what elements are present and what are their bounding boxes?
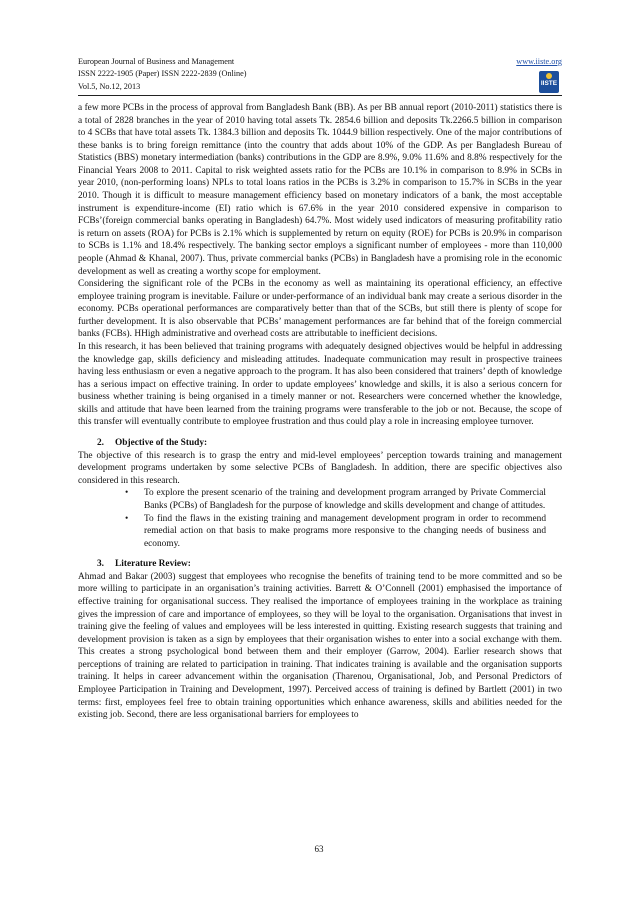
journal-website-link[interactable]: www.iiste.org: [516, 57, 562, 66]
section-heading-literature: [78, 558, 562, 571]
list-item-text: To explore the present scenario of the training and development program arranged by Private Commercial Banks (PCBs) of Bangladesh for the purpose of knowledge and skills development and change of attitudes.: [144, 488, 546, 511]
list-item: [78, 513, 562, 551]
paragraph-objective-intro: The objective of this research is to grasp the entry and mid-level employees’ perception towards training and management development programs undertaken by some selective PCBs of Bangladesh. In addition, there are specific objectives also considered in this research.: [78, 450, 562, 486]
page-header: [78, 56, 562, 93]
article-body: [78, 102, 562, 722]
paragraph-literature-review: Ahmad and Bakar (2003) suggest that employees who recognise the benefits of training tend to be more committed and so be more willing to participate in an organisation’s training activities. Barrett & O’Connell (2001) emphasised the importance of effective training for organisational success. They realised the importance of employees training in the workplace as training gives the impression of care and importance of employees, so they will be loyal to the organisation. Organisations that invest in training give the feeling of values and employees will be less interested in quitting. Existing research suggests that training and development provision is taken as a sign by employees that their organisation wishes to enter into a social exchange with them. This creates a strong psychological bond between them and their employer (Garrow, 2004). Earlier research shows that perceptions of training are related to participation in training. That indicates training is available and the organisation supports training. It helps in career advancement within the organisation (Tharenou, Organisational, Job, and Personal Predictors of Employee Participation in Training and Development, 1997). Perceived access of training is defined by Bartlett (2001) in two terms: first, employees feel free to obtain training opportunities which enhance awareness, skills and abilities needed for the existing job. Second, there are less organisational barriers for employees to: [78, 571, 562, 721]
header-divider: [78, 95, 562, 96]
list-item: [78, 487, 562, 512]
iiste-logo-icon: IISTE: [539, 71, 559, 93]
page-number: 63: [314, 844, 324, 854]
section-heading-objective: [78, 437, 562, 450]
section-number: 3.: [97, 559, 105, 570]
paragraph-banking-statistics: a few more PCBs in the process of approval from Bangladesh Bank (BB). As per BB annual report (2010-2011) statistics there is a total of 2828 branches in the year of 2010 having total assets Tk. 2854.6 billion and deposits Tk.2266.5 billion in comparison to 4 SCBs that have total assets Tk. 1384.3 billion and deposits Tk. 1044.9 billion respectively. One of the major contributions of these banks is to bring foreign remittance (into the country that adds about 10% of the GDP. As per Bangladesh Bureau of Statistics (BBS) monetary intermediation (banks) contributions in the GDP are 8.9%, 9.0% 11.6% and 8.8% respectively for the Financial Years 2008 to 2011. Capital to risk weighted assets ratio for the PCBs are 10.1% in comparison to 8.9% in SCBs in year 2010, (non-performing loans) NPLs to total loans ratios in the PCBs is 3.2% in comparison to 15.7% in SCBs in the year 2010. Though it is difficult to measure management efficiency based on monetary indicators of a bank, the most acceptable instrument is expenditure-income (EI) ratio which is 67.6% in the year 2010 considered expensive in comparison to FCBs’(foreign commercial banks operating in Bangladesh) 64.7%. Most widely used indicators of measuring profitability ratio is return on assets (ROA) for PCBs is 2.1% which is supplemented by return on equity (ROE) for PCBs is 20.9% in comparison to SCBs is 1.1% and 18.4% respectively. The banking sector employs a significant number of employees - more than 110,000 people (Ahmad & Khanal, 2007). Thus, private commercial banks (PCBs) in Bangladesh have a promising role in the economic development as well as creating a worthy scope for employment.: [78, 103, 562, 277]
list-item-text: To find the flaws in the existing training and management development program in order to recommend remedial action on that basis to make programs more responsive to the changing needs of business and economy.: [144, 513, 546, 549]
journal-name: European Journal of Business and Management: [78, 57, 235, 66]
bullet-icon: •: [125, 513, 129, 524]
paragraph-training-significance: Considering the significant role of the PCBs in the economy as well as maintaining its operational efficiency, an effective employee training program is inevitable. Failure or under-performance of an individual bank may create a serious disorder in the economy. PCBs operational performances are comparatively better than that of the SCBs, but still there is plenty of scope for further development. It is also observable that PCBs’ management performances are far behind that of the foreign commercial banks (FCBs). HHigh administrative and overhead costs are attributable to inefficient decisions.: [78, 279, 562, 340]
bullet-icon: •: [125, 488, 129, 499]
section-number: 2.: [97, 438, 105, 449]
paragraph-research-belief: In this research, it has been believed that training programs with adequately designed objectives would be helpful in addressing the knowledge gap, skills deficiency and misleading attitudes. Inadequate communication may result in prospective trainees having less enthusiasm or even a negative approach to the program. It has also been considered that trainers’ depth of knowledge has a serious impact on effective training. In order to update employees’ knowledge and skills, it is also a serious concern for business whether training is being organised in a timely manner or not. Researchers were concerned whether the knowledge, skills and attitude that have been learned from the training programs were transferable to the job or not. Because, the scope of this transfer will eventually contribute to employee frustration and thus could play a role in increasing employee turnover.: [78, 341, 562, 428]
section-title: Objective of the Study:: [115, 438, 208, 449]
objectives-list: [78, 487, 562, 550]
journal-issn: ISSN 2222-1905 (Paper) ISSN 2222-2839 (Online): [78, 69, 247, 79]
journal-volume: Vol.5, No.12, 2013: [78, 81, 141, 91]
section-title: Literature Review:: [115, 559, 191, 570]
